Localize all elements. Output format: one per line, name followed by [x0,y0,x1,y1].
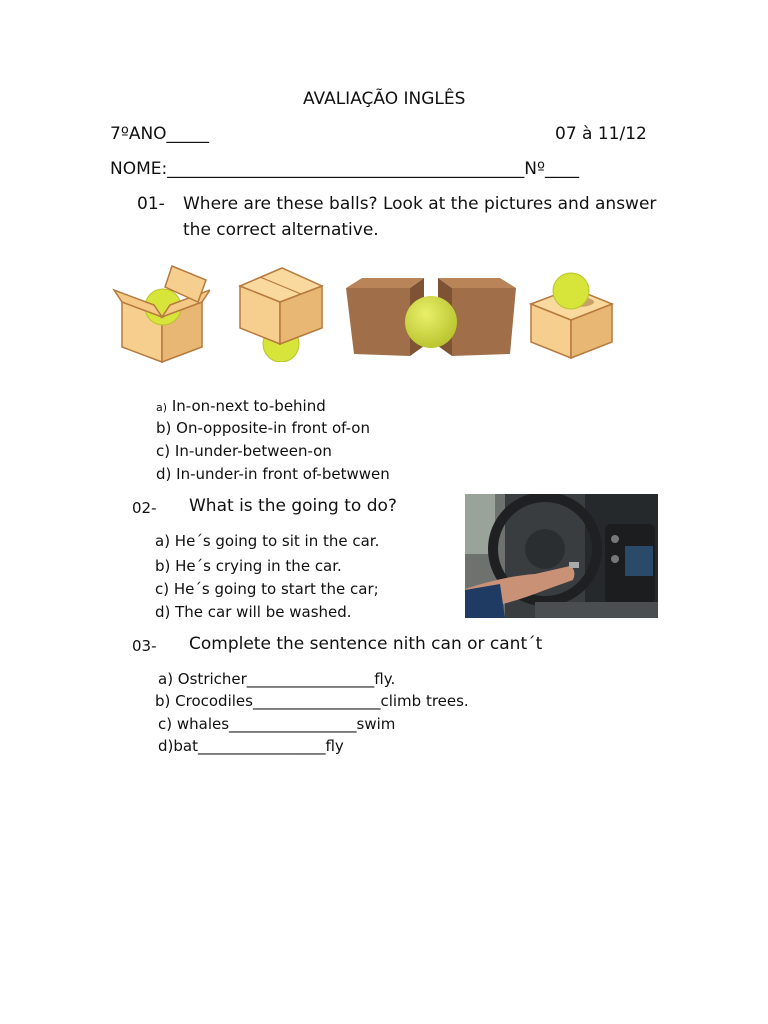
q2-option-d[interactable]: d) The car will be washed. [155,603,352,621]
grade-field: 7ºANO_____ [110,124,210,144]
q3-item-a[interactable]: a) Ostricher_________________fly. [158,670,396,688]
document-title: AVALIAÇÃO INGLÊS [303,89,466,109]
q3-question: Complete the sentence nith can or cant´t [189,634,543,654]
q2-option-b[interactable]: b) He´s crying in the car. [155,557,342,575]
q3-item-b[interactable]: b) Crocodiles_________________climb trees. [155,692,469,710]
date-range: 07 à 11/12 [555,124,647,144]
option-text: On-opposite-in front of-on [176,419,370,437]
q1-number: 01- [137,194,165,214]
q3-number: 03- [132,637,157,655]
option-text: In-on-next to-behind [171,397,326,415]
q2-option-c[interactable]: c) He´s going to start the car; [155,580,379,598]
option-text: In-under-between-on [174,442,332,460]
ball-under-box-picture [236,264,328,362]
q2-number: 02- [132,499,157,517]
ball-on-box-picture [528,270,616,362]
option-letter: b) [156,419,172,437]
q1-option-c[interactable] [156,442,332,460]
option-text: In-under-in front of-betwwen [176,465,390,483]
car-key-photo [465,494,658,618]
ball-in-box-picture [110,262,210,364]
q1-option-a[interactable] [156,397,326,415]
option-letter: c) [156,442,171,460]
q1-question-line2: the correct alternative. [183,220,379,240]
option-letter: a) [156,401,168,414]
q3-item-d[interactable]: d)bat_________________fly [158,737,344,755]
ball-between-boxes-picture [344,274,518,360]
q1-option-b[interactable] [156,419,370,437]
q2-option-a[interactable]: a) He´s going to sit in the car. [155,532,380,550]
q1-option-d[interactable] [156,465,390,483]
q2-question: What is the going to do? [189,496,397,516]
option-letter: d) [156,465,172,483]
name-field: NOME:__________________________________________Nº____ [110,159,579,179]
q1-question-line1: Where are these balls? Look at the pictures and answer [183,194,657,214]
q3-item-c[interactable]: c) whales_________________swim [158,715,396,733]
